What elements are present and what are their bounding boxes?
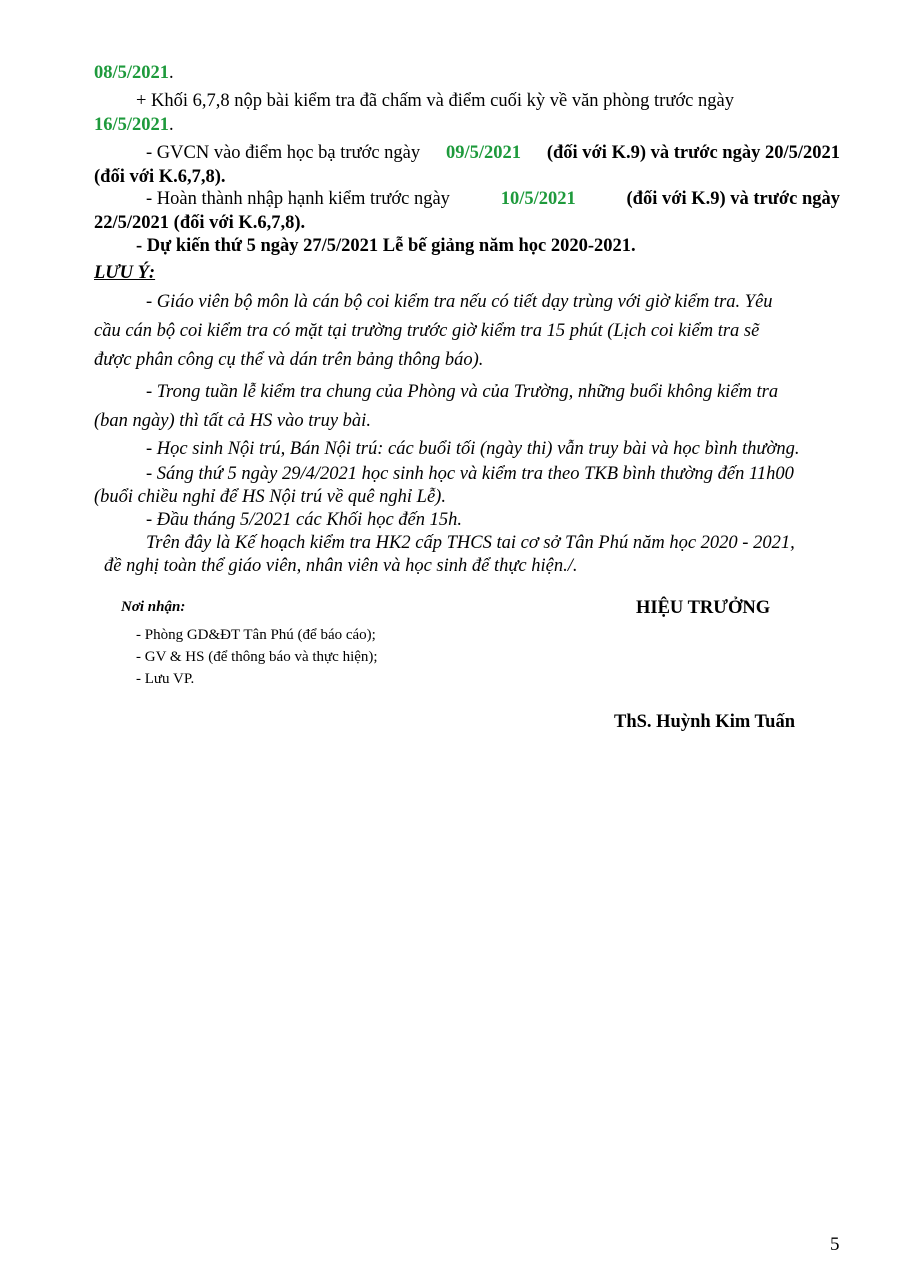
recipient-item: - Lưu VP. — [136, 671, 195, 687]
punctuation: . — [169, 115, 174, 135]
conclusion-text: Trên đây là Kế hoạch kiểm tra HK2 cấp THCS tai cơ sở Tân Phú năm học 2020 - 2021, — [146, 533, 795, 553]
note-4-line-1 — [146, 462, 902, 486]
signer-name: ThS. Huỳnh Kim Tuấn — [614, 712, 795, 732]
gvcn-line-2 — [94, 165, 902, 189]
deadline-date: 16/5/2021 — [94, 115, 170, 135]
deadline-date: 09/5/2021 — [445, 143, 521, 163]
punctuation: . — [169, 63, 174, 83]
conclusion-line-2 — [104, 554, 902, 578]
gvcn-text: - GVCN vào điểm học bạ trước ngày — [146, 143, 421, 163]
note-heading: LƯU Ý: — [94, 263, 156, 283]
conduct-text: - Hoàn thành nhập hạnh kiểm trước ngày — [146, 189, 450, 209]
gvcn-condition: (đối với K.9) và trước ngày 20/5/2021 — [546, 143, 840, 163]
note-1-line-1 — [94, 290, 840, 314]
submission-text: + Khối 6,7,8 nộp bài kiểm tra đã chấm và điểm cuối kỳ về văn phòng trước ngày — [136, 91, 734, 111]
note-4-line-2 — [94, 485, 902, 509]
recipient-item: - Phòng GD&ĐT Tân Phú (để báo cáo); — [136, 627, 376, 643]
note-text: - Đầu tháng 5/2021 các Khối học đến 15h. — [146, 510, 462, 530]
conclusion-text: đề nghị toàn thể giáo viên, nhân viên và học sinh để thực hiện./. — [104, 556, 578, 576]
note-text: cầu cán bộ coi kiểm tra có mặt tại trường trước giờ kiểm tra 15 phút (Lịch coi kiểm tra sẽ — [94, 321, 760, 341]
note-2-line-1 — [146, 380, 902, 404]
note-1-line-2 — [94, 319, 902, 343]
closing-ceremony-text: - Dự kiến thứ 5 ngày 27/5/2021 Lễ bế giảng năm học 2020-2021. — [136, 236, 636, 256]
conduct-condition: (đối với K.9) và trước ngày — [626, 189, 840, 209]
deadline-date: 08/5/2021 — [94, 63, 170, 83]
note-text: - Trong tuần lễ kiểm tra chung của Phòng và của Trường, những buổi không kiểm tra — [146, 382, 779, 402]
note-text: - Giáo viên bộ môn là cán bộ coi kiểm tra nếu có tiết dạy trùng với giờ kiểm tra. Yêu — [146, 292, 773, 312]
note-2-line-2 — [94, 409, 902, 433]
conduct-line — [94, 187, 840, 211]
note-3 — [146, 437, 902, 461]
deadline-date: 10/5/2021 — [500, 189, 576, 209]
note-text: - Sáng thứ 5 ngày 29/4/2021 học sinh học và kiểm tra theo TKB bình thường đến 11h00 — [146, 464, 794, 484]
gvcn-condition-2: (đối với K.6,7,8). — [94, 167, 226, 187]
conduct-condition-2: 22/5/2021 (đối với K.6,7,8). — [94, 213, 306, 233]
submission-line — [136, 89, 902, 113]
conclusion-line-1 — [146, 531, 902, 555]
recipient-item: - GV & HS (để thông báo và thực hiện); — [136, 649, 378, 665]
submission-date-line — [94, 113, 902, 137]
recipients-heading: Nơi nhận: — [121, 599, 186, 615]
note-5 — [146, 508, 902, 532]
note-1-line-3 — [94, 348, 902, 372]
note-text: - Học sinh Nội trú, Bán Nội trú: các buổi tối (ngày thi) vẫn truy bài và học bình thường. — [146, 439, 800, 459]
closing-ceremony-line — [136, 234, 902, 258]
signature-title: HIỆU TRƯỞNG — [636, 598, 771, 618]
page-number: 5 — [830, 1234, 840, 1255]
note-text: (buổi chiều nghỉ để HS Nội trú về quê nghỉ Lễ). — [94, 487, 446, 507]
gvcn-line — [94, 141, 840, 165]
conduct-line-2 — [94, 211, 902, 235]
note-text: được phân công cụ thể và dán trên bảng thông báo). — [94, 350, 484, 370]
note-text: (ban ngày) thì tất cả HS vào truy bài. — [94, 411, 371, 431]
date-line — [94, 61, 902, 85]
